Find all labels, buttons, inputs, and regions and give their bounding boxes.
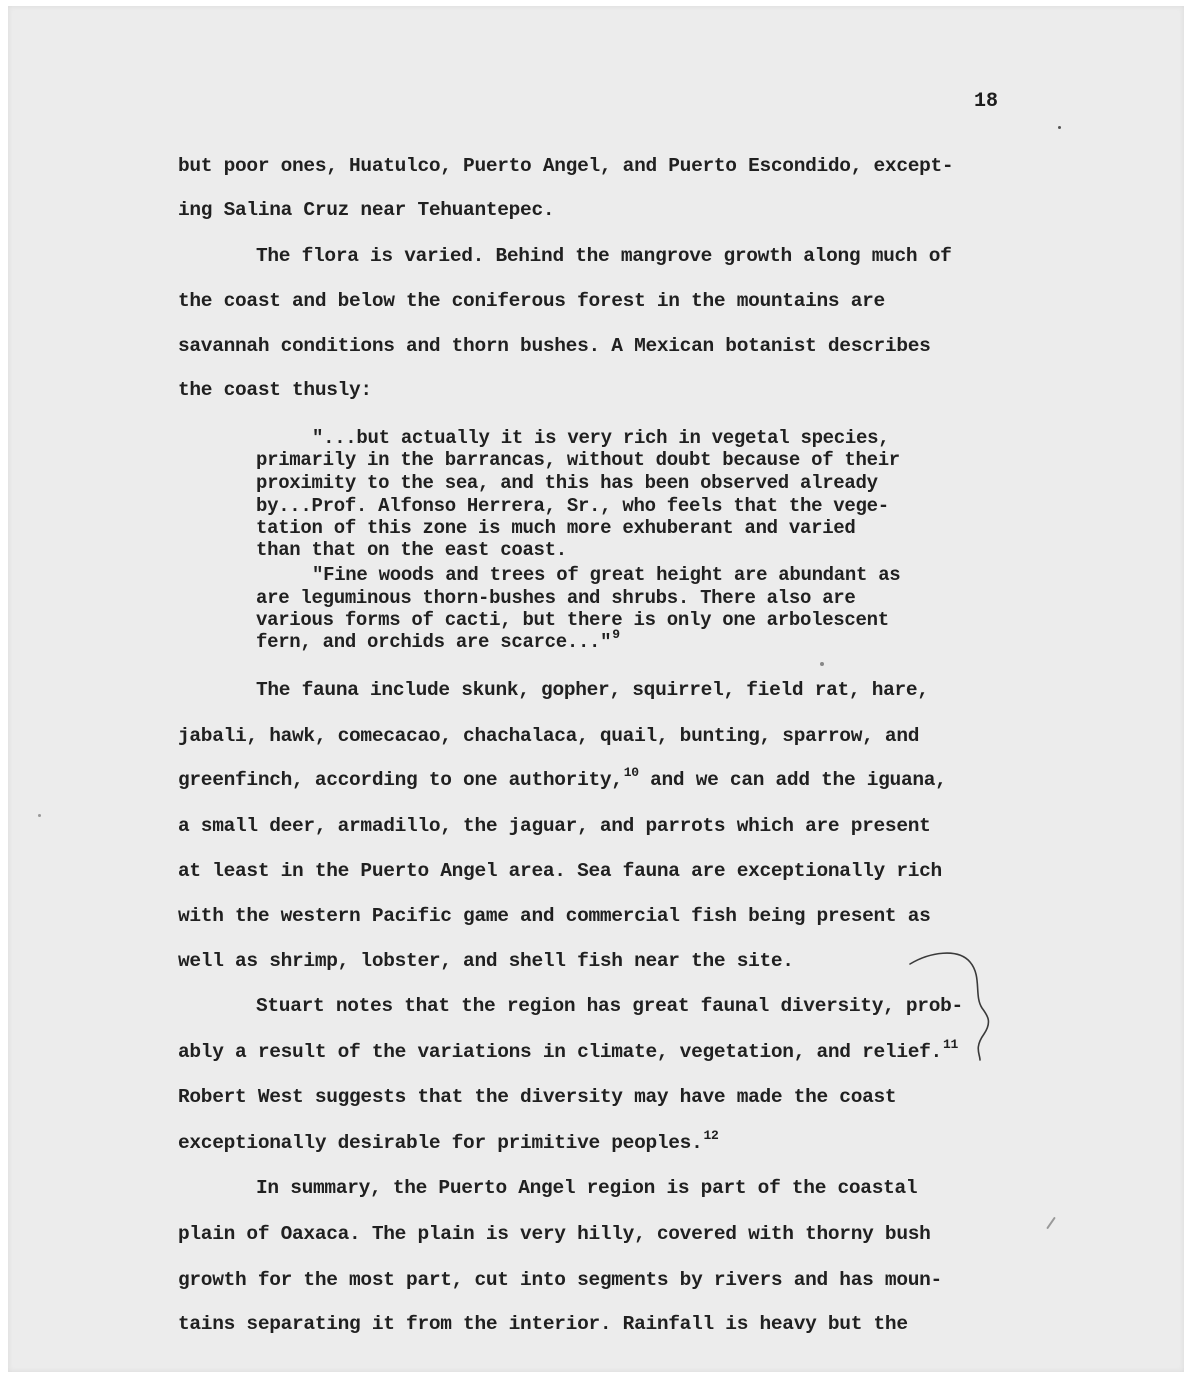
footnote-marker: 10 [623,765,639,780]
text-line: jabali, hawk, comecacao, chachalaca, quail, bunting, sparrow, and [178,725,920,747]
quote-line: "Fine woods and trees of great height are abundant as [312,564,901,586]
text-fragment: exceptionally desirable for primitive peoples. [178,1132,703,1154]
scanned-page [8,6,1184,1372]
quote-line: than that on the east coast. [256,539,567,561]
text-line: plain of Oaxaca. The plain is very hilly, covered with thorny bush [178,1223,931,1245]
text-line: Stuart notes that the region has great faunal diversity, prob- [256,995,963,1017]
text-line: ing Salina Cruz near Tehuantepec. [178,199,555,221]
quote-line: tation of this zone is much more exhuberant and varied [256,517,856,539]
text-fragment: and we can add the iguana, [638,769,947,791]
quote-line: primarily in the barrancas, without doubt because of their [256,449,900,471]
text-line: the coast and below the coniferous forest in the mountains are [178,290,885,312]
text-line [178,1128,719,1155]
page-number: 18 [974,90,999,113]
text-line: with the western Pacific game and commercial fish being present as [178,905,931,927]
quote-line: various forms of cacti, but there is only one arbolescent [256,609,889,631]
handwritten-brace-mark [908,950,998,1062]
text-line: The fauna include skunk, gopher, squirrel, field rat, hare, [256,679,929,701]
quote-line: are leguminous thorn-bushes and shrubs. There also are [256,587,856,609]
text-line [178,765,947,792]
text-line: In summary, the Puerto Angel region is part of the coastal [256,1177,918,1199]
text-line: growth for the most part, cut into segments by rivers and has moun- [178,1269,942,1291]
quote-line: "...but actually it is very rich in vegetal species, [312,427,890,449]
text-line: savannah conditions and thorn bushes. A Mexican botanist describes [178,335,931,357]
quote-line [256,627,620,653]
text-line: The flora is varied. Behind the mangrove growth along much of [256,245,952,267]
scan-speck [820,662,824,666]
text-fragment: ably a result of the variations in climate, vegetation, and relief. [178,1041,942,1063]
footnote-marker: 11 [942,1037,958,1052]
scan-speck [38,814,41,817]
scan-speck [1058,126,1061,129]
quote-line: by...Prof. Alfonso Herrera, Sr., who feels that the vege- [256,495,889,517]
quote-line: proximity to the sea, and this has been observed already [256,472,878,494]
text-line: well as shrimp, lobster, and shell fish near the site. [178,950,794,972]
text-line: the coast thusly: [178,379,372,401]
text-line: Robert West suggests that the diversity may have made the coast [178,1086,897,1108]
scan-speck [1046,1217,1056,1230]
text-line: tains separating it from the interior. Rainfall is heavy but the [178,1313,908,1335]
text-line [178,1037,958,1064]
text-fragment: greenfinch, according to one authority, [178,769,623,791]
footnote-marker: 12 [703,1128,719,1143]
text-line: a small deer, armadillo, the jaguar, and parrots which are present [178,815,931,837]
footnote-marker: 9 [612,627,620,642]
text-line: but poor ones, Huatulco, Puerto Angel, and Puerto Escondido, except- [178,155,954,177]
quote-text: fern, and orchids are scarce..." [256,631,612,653]
text-line: at least in the Puerto Angel area. Sea fauna are exceptionally rich [178,860,942,882]
